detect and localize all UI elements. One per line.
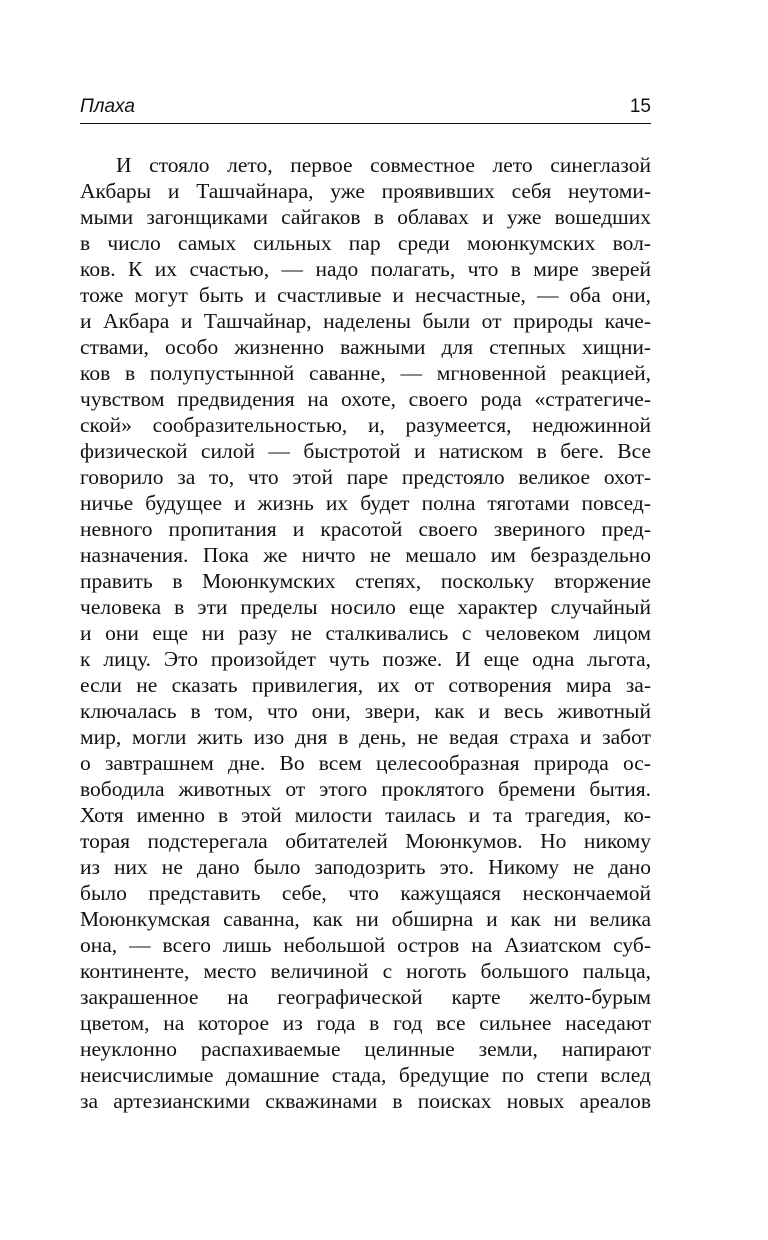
text-line: Акбары и Ташчайнара, уже проявивших себя неутоми- [80,179,651,203]
text-line: править в Моюнкумских степях, поскольку вторжение [80,569,651,593]
text-line: назначения. Пока же ничто не мешало им безраздельно [80,543,651,567]
text-line: к лицу. Это произойдет чуть позже. И еще одна льгота, [80,647,651,671]
page-header [80,94,651,126]
text-line: в число самых сильных пар среди моюнкумских вол- [80,231,651,255]
text-line: торая подстерегала обитателей Моюнкумов. Но никому [80,829,651,853]
text-line: ключалась в том, что они, звери, как и весь животный [80,699,651,723]
text-line: она, — всего лишь небольшой остров на Азиатском суб- [80,933,651,957]
text-line: было представить себе, что кажущаяся нескончаемой [80,881,651,905]
text-line: если не сказать привилегия, их от сотворения мира за- [80,673,651,697]
text-line: закрашенное на географической карте желто-бурым [80,985,651,1009]
text-line: физической силой — быстротой и натиском в беге. Все [80,439,651,463]
text-line: из них не дано было заподозрить это. Никому не дано [80,855,651,879]
text-line: ков в полупустынной саванне, — мгновенной реакцией, [80,361,651,385]
text-line: невного пропитания и красотой своего звериного пред- [80,517,651,541]
text-line: ской» сообразительностью, и, разумеется, недюжинной [80,413,651,437]
body-paragraph [80,152,651,1114]
text-line: мыми загонщиками сайгаков в облавах и уже вошедших [80,205,651,229]
text-line: ствами, особо жизненно важными для степных хищни- [80,335,651,359]
text-line: за артезианскими скважинами в поисках новых ареалов [80,1089,651,1113]
text-line: говорило за то, что этой паре предстояло великое охот- [80,465,651,489]
text-line: тоже могут быть и счастливые и несчастные, — оба они, [80,283,651,307]
text-line: вободила животных от этого проклятого бремени бытия. [80,777,651,801]
text-line: континенте, место величиной с ноготь большого пальца, [80,959,651,983]
text-line: ков. К их счастью, — надо полагать, что в мире зверей [80,257,651,281]
text-line: Моюнкумская саванна, как ни обширна и как ни велика [80,907,651,931]
text-line: человека в эти пределы носило еще характер случайный [80,595,651,619]
text-line: и Акбара и Ташчайнар, наделены были от природы каче- [80,309,651,333]
text-line: цветом, на которое из года в год все сильнее наседают [80,1011,651,1035]
text-line: и они еще ни разу не сталкивались с человеком лицом [80,621,651,645]
header-rule [80,123,651,124]
text-line: неисчислимые домашние стада, бредущие по степи вслед [80,1063,651,1087]
running-title: Плаха [80,96,135,117]
page-number: 15 [629,96,651,117]
text-line: неуклонно распахиваемые целинные земли, напирают [80,1037,651,1061]
text-line: мир, могли жить изо дня в день, не ведая страха и забот [80,725,651,749]
text-line: ничье будущее и жизнь их будет полна тяготами повсед- [80,491,651,515]
text-line: Хотя именно в этой милости таилась и та трагедия, ко- [80,803,651,827]
text-line: чувством предвидения на охоте, своего рода «стратегиче- [80,387,651,411]
text-line: И стояло лето, первое совместное лето синеглазой [116,153,651,177]
text-line: о завтрашнем дне. Во всем целесообразная природа ос- [80,751,651,775]
